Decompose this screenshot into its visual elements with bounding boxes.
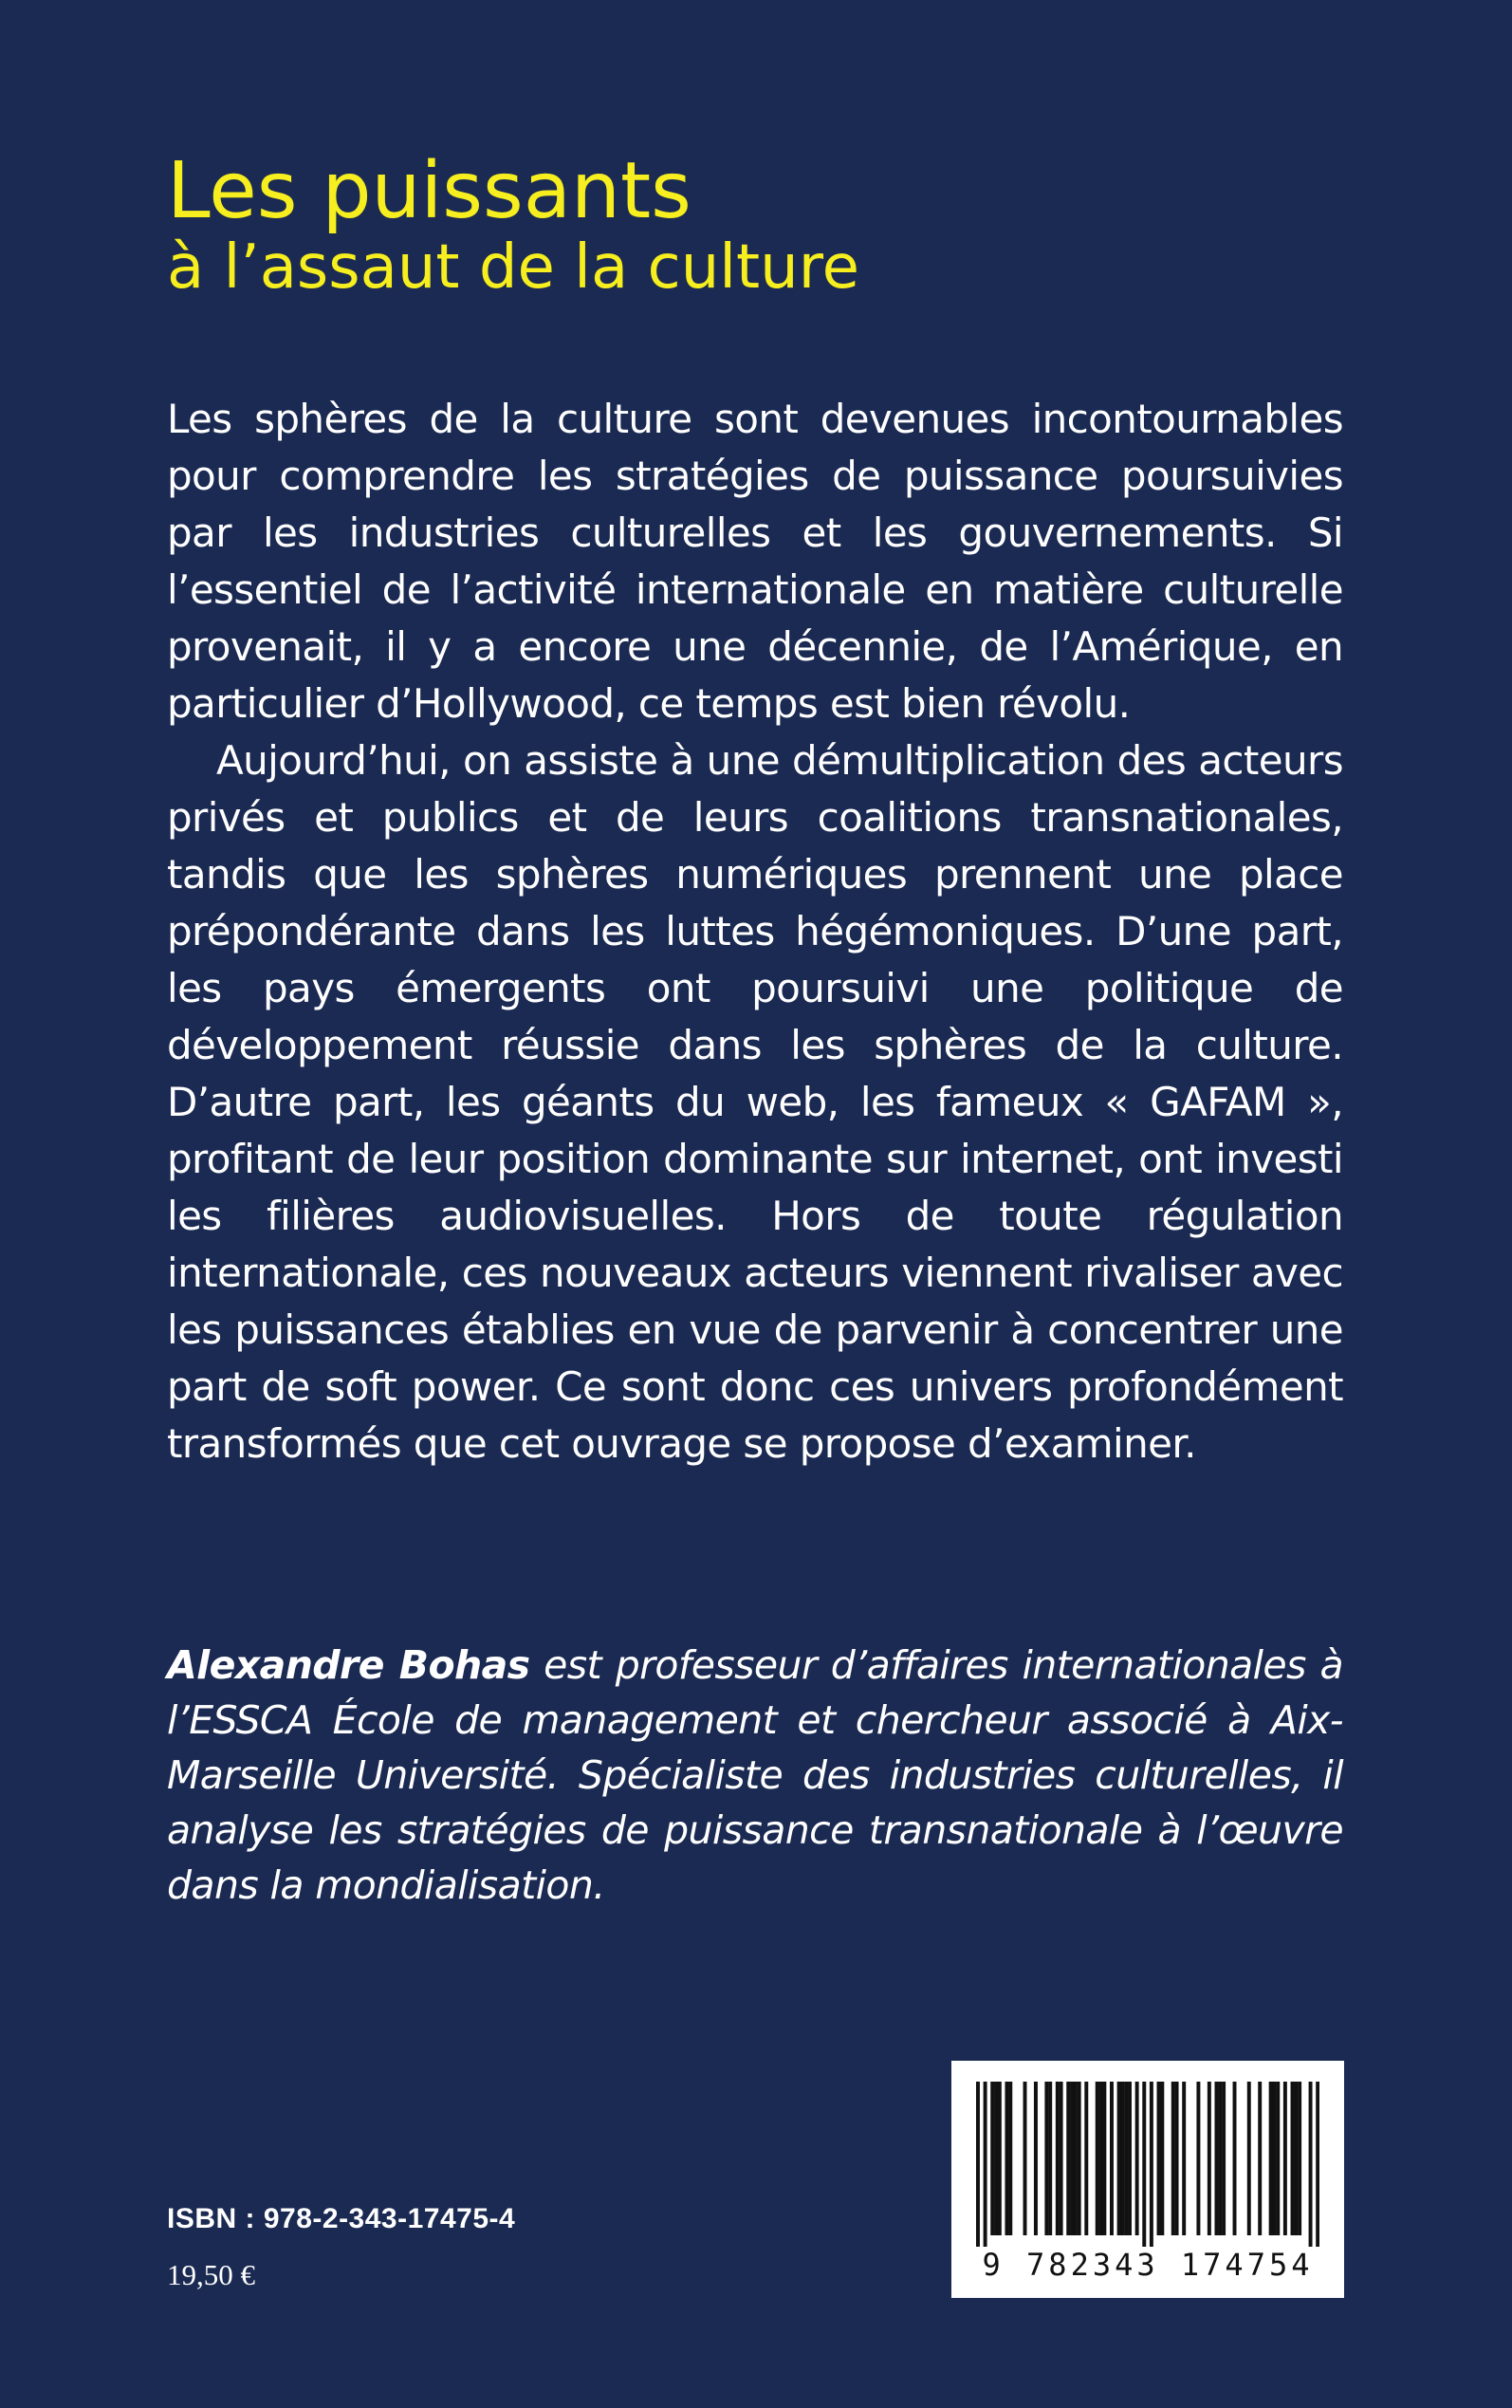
barcode-bar (994, 2082, 998, 2235)
barcode-bar (1044, 2082, 1048, 2235)
barcode-bar (1157, 2082, 1161, 2235)
barcode-bar (1276, 2082, 1280, 2235)
barcode-bar (1066, 2082, 1070, 2235)
barcode-bar (1074, 2082, 1078, 2235)
barcode-bar (1233, 2082, 1237, 2235)
barcode-bar (1128, 2082, 1132, 2235)
barcode (951, 2061, 1344, 2298)
barcode-bar (1214, 2082, 1218, 2235)
barcode-bar (1099, 2082, 1103, 2235)
barcode-bar (1309, 2082, 1313, 2247)
barcode-bar (1150, 2082, 1153, 2247)
barcode-bar (998, 2082, 1002, 2235)
barcode-bar (1056, 2082, 1060, 2235)
barcode-bar (1182, 2082, 1186, 2235)
barcode-bar (1294, 2082, 1298, 2235)
title-line-2: à l’assaut de la culture (167, 232, 859, 303)
barcode-bar (1048, 2082, 1052, 2235)
barcode-bar (1110, 2082, 1114, 2235)
barcode-bar (1117, 2082, 1121, 2235)
author-name: Alexandre Bohas (167, 1642, 530, 1688)
barcode-bar (1070, 2082, 1074, 2235)
barcode-bar (1142, 2082, 1146, 2247)
title-line-1: Les puissants (167, 146, 691, 236)
barcode-bar (1084, 2082, 1088, 2235)
barcode-bar (1272, 2082, 1276, 2235)
barcode-bar (1120, 2082, 1124, 2235)
barcode-bar (1135, 2082, 1139, 2235)
barcode-bar (1124, 2082, 1128, 2235)
blurb-paragraph-2: Aujourd’hui, on assiste à une démultiplication des acteurs privés et publics et de leurs coalitions transnationales, tandis que les sphères numériques prennent une place prépondérante dans les luttes hégémoniques. D’une part, les pays émergents ont poursuivi une politique de développement réussie dans les sphères de la culture. D’autre part, les géants du web, les fameux « GAFAM », profitant de leur position dominante sur internet, ont investi les filières audiovisuelles. Hors de toute régulation internationale, ces nouveaux acteurs viennent rivaliser avec les puissances établies en vue de parvenir à concentrer une part de soft power. Ce sont donc ces univers profondément transformés que cet ouvrage se propose d’examiner. (167, 737, 1343, 1467)
isbn: ISBN : 978-2-343-17475-4 (167, 2203, 516, 2234)
barcode-bar (984, 2082, 987, 2247)
barcode-bar (1171, 2082, 1175, 2235)
barcode-bar (1078, 2082, 1081, 2235)
barcode-bar (976, 2082, 980, 2247)
barcode-bar (1034, 2082, 1038, 2235)
barcode-bar (1218, 2082, 1222, 2235)
barcode-bar (1291, 2082, 1295, 2235)
barcode-bar (1316, 2082, 1319, 2247)
barcode-bar (1298, 2082, 1301, 2235)
barcode-bar (1160, 2082, 1164, 2235)
barcode-bar (1208, 2082, 1211, 2235)
price: 19,50 € (167, 2258, 255, 2291)
barcode-bar (990, 2082, 994, 2235)
barcode-bar (1096, 2082, 1099, 2235)
book-title (167, 146, 1343, 303)
author-bio (167, 1638, 1343, 1913)
barcode-bar (1060, 2082, 1063, 2235)
blurb-paragraph-1: Les sphères de la culture sont devenues incontournables pour comprendre les stratégies de puissance poursuivies par les industries culturelles et les gouvernements. Si l’essentiel de l’activité internationale en matière culturelle provenait, il y a encore une décennie, de l’Amérique, en particulier d’Hollywood, ce temps est bien révolu. (167, 396, 1343, 727)
blurb (167, 391, 1343, 1473)
barcode-bar (1102, 2082, 1106, 2235)
barcode-bar (1005, 2082, 1008, 2235)
barcode-bar (1269, 2082, 1273, 2235)
author-bio-text: est professeur d’affaires internationales à l’ESSCA École de management et chercheur associé à Aix-Marseille Université. Spécialiste des industries culturelles, il analyse les stratégies de puissance transnationale à l’œuvre dans la mondialisation. (167, 1642, 1343, 1908)
barcode-digits: 9 782343 174754 (982, 2247, 1314, 2283)
barcode-bars (976, 2082, 1319, 2247)
barcode-bar (1008, 2082, 1012, 2235)
barcode-bar (1175, 2082, 1179, 2235)
barcode-bar (1196, 2082, 1200, 2235)
barcode-bar (1023, 2082, 1027, 2235)
barcode-bar (1247, 2082, 1251, 2235)
barcode-bar (1222, 2082, 1226, 2235)
barcode-bar (1283, 2082, 1287, 2235)
barcode-bar (1258, 2082, 1262, 2235)
